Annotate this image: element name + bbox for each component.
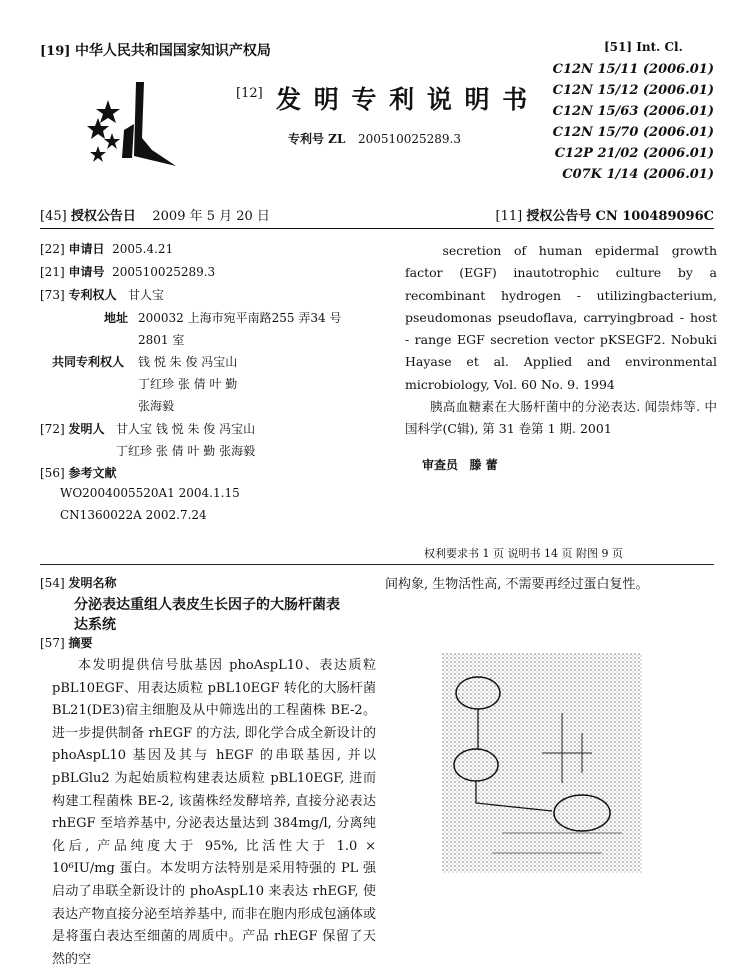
app-no: 200510025289.3 (112, 265, 216, 279)
reference-english: secretion of human epidermal growth factor (EGF) inautotrophic culture by a recombinant hydrogen - utilizingbacterium, pseudomonas pseudoflava, carryingbroad - host - range EGF secretion vector pKSEGF2. Nobuki Hayase et al. Applied and environmental microbiology, Vol. 60 No. 9. 1994 (405, 243, 717, 392)
abstract-label: 摘要 (68, 636, 93, 650)
section-divider (40, 564, 714, 565)
copatentee-line-3: 张海毅 (138, 399, 175, 413)
filing-date-label: 申请日 (68, 242, 105, 256)
patentee-label: 专利权人 (68, 288, 117, 302)
grant-date-label: 授权公告日 (70, 209, 136, 224)
copatentee-line-2: 丁红珍 张 倩 叶 勤 (138, 377, 238, 391)
page-count: 权利要求书 1 页 说明书 14 页 附图 9 页 (424, 547, 623, 560)
grant-no-code: [11] (495, 209, 523, 224)
address-line-1: 200032 上海市宛平南路255 弄34 号 (138, 311, 342, 325)
grant-no-label: 授权公告号 (526, 209, 592, 224)
doc-type-code: [12] (236, 86, 263, 101)
copatentee-label: 共同专利权人 (52, 355, 125, 369)
refs-label: 参考文献 (68, 466, 117, 480)
intcl-class-5: C12P 21/02 (2006.01) (554, 146, 714, 161)
intcl-label: Int. Cl. (636, 40, 683, 54)
abstract-figure-image (442, 653, 642, 873)
examiner-label: 审查员 (422, 458, 459, 472)
patentee: 甘人宝 (127, 288, 164, 302)
intcl-class-6: C07K 1/14 (2006.01) (562, 167, 714, 182)
inventors-code: [72] (40, 422, 65, 436)
intcl-code: [51] (604, 40, 633, 54)
title-label: 发明名称 (68, 576, 117, 590)
invention-title-line-2: 达系统 (74, 617, 116, 633)
intcl-class-4: C12N 15/70 (2006.01) (552, 125, 714, 140)
patent-number-label: 专利号 ZL (288, 132, 346, 146)
office-code: [19] (40, 44, 71, 59)
grant-date: 2009 年 5 月 20 日 (152, 209, 270, 224)
inventors-line-1: 甘人宝 钱 悦 朱 俊 冯宝山 (116, 422, 256, 436)
refs-code: [56] (40, 466, 65, 480)
patentee-code: [73] (40, 288, 65, 302)
patent-number: 200510025289.3 (357, 132, 462, 146)
inventors-line-2: 丁红珍 张 倩 叶 勤 张海毅 (116, 444, 256, 458)
filing-date-code: [22] (40, 242, 65, 256)
document-title: 发 明 专 利 说 明 书 (276, 85, 530, 114)
reference-1: WO2004005520A1 2004.1.15 (60, 486, 240, 500)
grant-no: CN 100489096C (595, 209, 714, 224)
inventors-label: 发明人 (68, 422, 105, 436)
app-no-code: [21] (40, 265, 65, 279)
header-divider (40, 228, 714, 229)
grant-date-code: [45] (40, 209, 67, 224)
address-line-2: 2801 室 (138, 333, 185, 347)
office-name: 中华人民共和国国家知识产权局 (74, 43, 271, 59)
intcl-class-2: C12N 15/12 (2006.01) (552, 83, 714, 98)
filing-date: 2005.4.21 (112, 242, 174, 256)
address-label: 地址 (104, 311, 129, 325)
abstract-continuation: 间构象, 生物活性高, 不需要再经过蛋白复性。 (385, 577, 649, 592)
sipo-emblem-icon (76, 78, 186, 170)
copatentee-line-1: 钱 悦 朱 俊 冯宝山 (138, 355, 238, 369)
app-no-label: 申请号 (68, 265, 105, 279)
examiner: 滕 蕾 (469, 458, 498, 472)
reference-chinese: 胰高血糖素在大肠杆菌中的分泌表达. 闻崇炜等. 中国科学(C辑), 第 31 卷第 1 期. 2001 (405, 399, 717, 437)
abstract-code: [57] (40, 636, 65, 650)
title-code: [54] (40, 576, 65, 590)
abstract-text: 本发明提供信号肽基因 phoAspL10、表达质粒 pBL10EGF、用表达质粒 pBL10EGF 转化的大肠杆菌 BL21(DE3)宿主细胞及从中筛选出的工程菌株 BE-2。进一步提供制备 rhEGF 的方法, 即化学合成全新设计的 phoAspL10 基因及其与 hEGF 的串联基因, 并以 pBLGlu2 为起始质粒构建表达质粒 pBL10EGF, 进而构建工程菌株 BE-2, 该菌株经发酵培养, 直接分泌表达 rhEGF 至培养基中, 分泌表达量达到 384mg/l, 分离纯化后, 产品纯度大于 95%, 比活性大于 1.0 × 10⁶IU/mg 蛋白。本发明方法特别是采用特强的 PL 强启动了串联全新设计的 phoAspL10 来表达 rhEGF, 使表达产物直接分泌至培养基中, 而非在胞内形成包涵体或是将蛋白表达至细菌的周质中。产品 rhEGF 保留了天然的空 (52, 658, 376, 967)
invention-title-line-1: 分泌表达重组人表皮生长因子的大肠杆菌表 (74, 597, 340, 613)
intcl-class-1: C12N 15/11 (2006.01) (552, 62, 714, 77)
intcl-class-3: C12N 15/63 (2006.01) (552, 104, 714, 119)
reference-2: CN1360022A 2002.7.24 (60, 508, 207, 522)
